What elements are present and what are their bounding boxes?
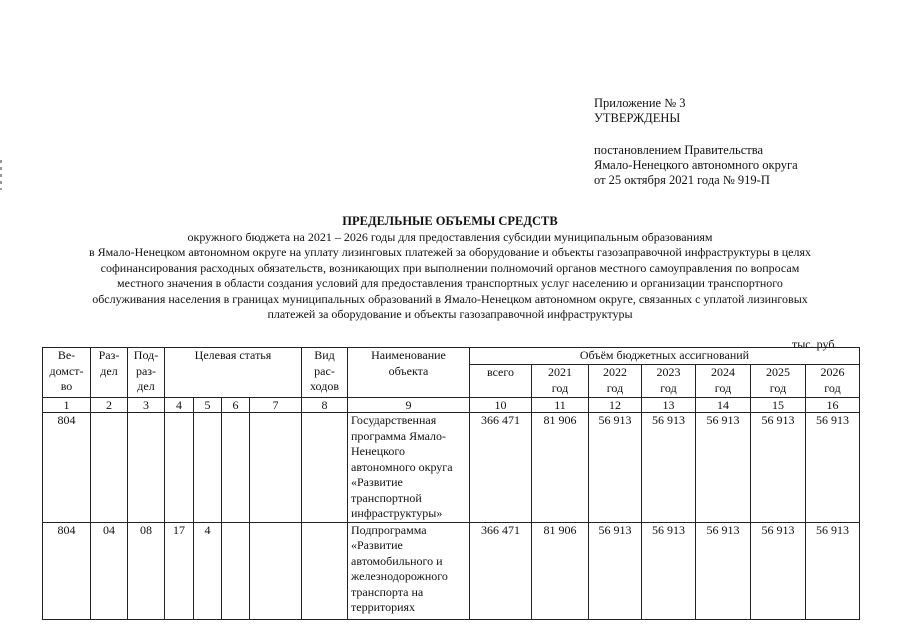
cell-razdel: 04 <box>91 522 128 619</box>
cell-podrazdel: 08 <box>128 522 165 619</box>
resolution-line: постановлением Правительства <box>594 143 764 157</box>
col-index: 10 <box>470 398 532 413</box>
header-razdel: Раз- дел <box>91 348 128 398</box>
table-row <box>43 522 860 619</box>
cell-2022: 56 913 <box>589 522 642 619</box>
cell-object-name: Подпрограмма «Развитие автомобильного и железнодорожного транспорта на территориях <box>348 522 470 619</box>
cell-2022: 56 913 <box>589 413 642 523</box>
cell-object-name: Государственная программа Ямало-Ненецкого автономного округа «Развитие транспортной инфраструктуры» <box>348 413 470 523</box>
cell-target-4 <box>250 522 302 619</box>
col-index: 15 <box>751 398 806 413</box>
header-vedomstvo: Ве- домст- во <box>43 348 91 398</box>
cell-2021: 81 906 <box>532 413 589 523</box>
cell-vedomstvo: 804 <box>43 522 91 619</box>
header-vid-raskhodov: Вид рас- ходов <box>302 348 348 398</box>
cell-target-2: 4 <box>194 522 222 619</box>
cell-2023: 56 913 <box>642 522 696 619</box>
cell-target-1 <box>165 413 194 523</box>
header-budget-allocations: Объём бюджетных ассигнований <box>470 348 860 365</box>
header-podrazdel: Под- раз- дел <box>128 348 165 398</box>
header-target-article: Целевая статья <box>165 348 302 398</box>
cell-target-4 <box>250 413 302 523</box>
resolution-date: от 25 октября 2021 года № 919-П <box>594 173 770 187</box>
cell-vedomstvo: 804 <box>43 413 91 523</box>
col-index: 16 <box>806 398 860 413</box>
cell-target-1: 17 <box>165 522 194 619</box>
cell-target-3 <box>222 522 250 619</box>
col-index: 12 <box>589 398 642 413</box>
header-year-2022: 2022 год <box>589 365 642 398</box>
cell-2024: 56 913 <box>696 413 751 523</box>
cell-vid <box>302 522 348 619</box>
col-index: 2 <box>91 398 128 413</box>
budget-table <box>42 347 860 620</box>
header-year-2025: 2025 год <box>751 365 806 398</box>
cell-target-3 <box>222 413 250 523</box>
cell-total: 366 471 <box>470 522 532 619</box>
col-index: 11 <box>532 398 589 413</box>
header-total: всего <box>470 365 532 398</box>
col-index: 5 <box>194 398 222 413</box>
title-line-5: обслуживания населения в границах муниципальных образований в Ямало-Ненецком автономном округе, связанных с уплатой лизинговых <box>92 291 808 306</box>
col-index: 9 <box>348 398 470 413</box>
title-line-6: платежей за оборудование и объекты газозаправочной инфраструктуры <box>267 307 633 321</box>
government-line: Ямало-Ненецкого автономного округа <box>594 158 798 172</box>
header-object-name: Наименование объекта <box>348 348 470 398</box>
title-main: ПРЕДЕЛЬНЫЕ ОБЪЕМЫ СРЕДСТВ <box>342 214 558 228</box>
cell-2025: 56 913 <box>751 413 806 523</box>
cell-podrazdel <box>128 413 165 523</box>
col-index: 13 <box>642 398 696 413</box>
header-year-2026: 2026 год <box>806 365 860 398</box>
cell-2023: 56 913 <box>642 413 696 523</box>
cell-2026: 56 913 <box>806 522 860 619</box>
header-year-2023: 2023 год <box>642 365 696 398</box>
title-line-1: окружного бюджета на 2021 – 2026 годы для предоставления субсидии муниципальным образованиям <box>187 229 713 244</box>
column-index-row <box>43 398 860 413</box>
cell-2025: 56 913 <box>751 522 806 619</box>
header-row <box>43 348 860 365</box>
cell-2024: 56 913 <box>696 522 751 619</box>
units-label: тыс. руб. <box>792 337 838 351</box>
title-line-4: местного значения в области создания условий для предоставления транспортных услуг населению и организации транспортного <box>117 276 783 290</box>
col-index: 1 <box>43 398 91 413</box>
approved-label: УТВЕРЖДЕНЫ <box>594 111 681 125</box>
cell-total: 366 471 <box>470 413 532 523</box>
table-row <box>43 413 860 523</box>
scan-edge-mark <box>0 160 2 190</box>
cell-target-2 <box>194 413 222 523</box>
cell-razdel <box>91 413 128 523</box>
cell-2021: 81 906 <box>532 522 589 619</box>
col-index: 6 <box>222 398 250 413</box>
col-index: 8 <box>302 398 348 413</box>
col-index: 7 <box>250 398 302 413</box>
approval-block <box>594 96 894 188</box>
col-index: 3 <box>128 398 165 413</box>
cell-2026: 56 913 <box>806 413 860 523</box>
appendix-number: Приложение № 3 <box>594 96 686 110</box>
document-title <box>40 214 860 323</box>
title-line-3: софинансирования расходных обязательств, возникающих при выполнении полномочий органов местного самоуправления по вопросам <box>100 260 800 275</box>
title-line-2: в Ямало-Ненецком автономном округе на уплату лизинговых платежей за оборудование и объекты газозаправочной инфраструктуры в целях <box>88 245 812 259</box>
col-index: 14 <box>696 398 751 413</box>
header-year-2021: 2021 год <box>532 365 589 398</box>
cell-vid <box>302 413 348 523</box>
header-year-2024: 2024 год <box>696 365 751 398</box>
col-index: 4 <box>165 398 194 413</box>
